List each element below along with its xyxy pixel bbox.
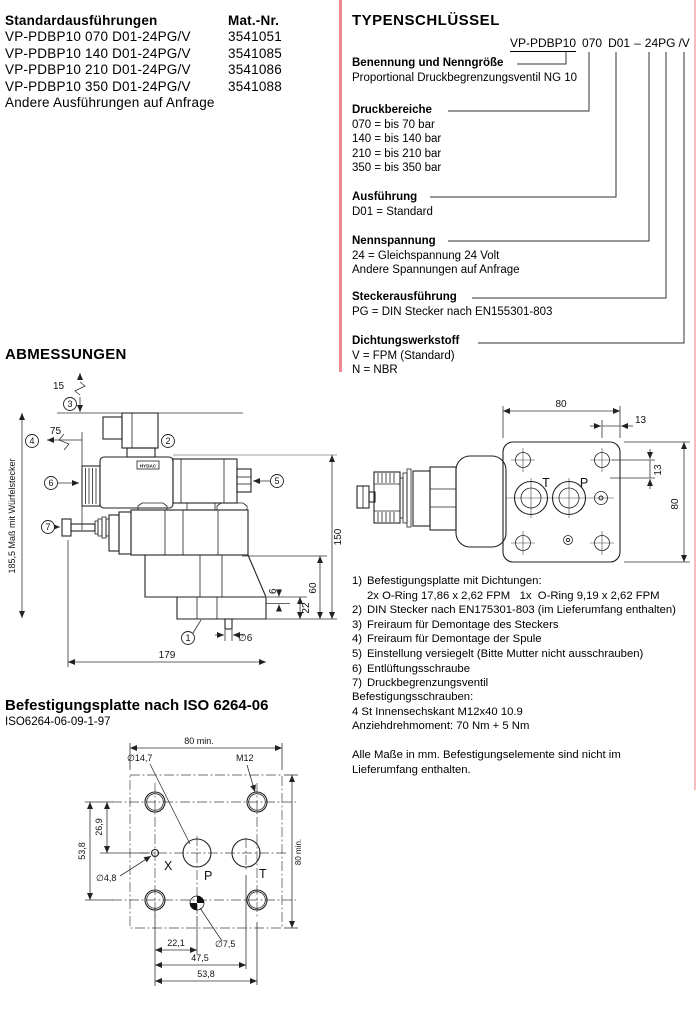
mounting-plate-drawing	[0, 730, 345, 1017]
dim-60: 60	[308, 582, 319, 594]
dim-m12: M12	[236, 753, 254, 763]
general-note	[352, 748, 697, 777]
callout-5: 5	[274, 476, 280, 487]
dim-538-bottom: 53,8	[197, 969, 215, 979]
dim-80min-top: 80 min.	[184, 736, 214, 746]
note-text: Druckbegrenzungsventil	[367, 677, 489, 690]
plate-dimensions	[77, 736, 303, 986]
brand-label: HYDAC	[139, 463, 157, 469]
section-line: Proportional Druckbegrenzungsventil NG 10	[352, 71, 578, 84]
dim-d48: ∅4,8	[96, 873, 117, 883]
port-t-label: T	[542, 476, 550, 490]
type-key-connector-lines	[0, 0, 700, 380]
height-note: 185,5 Maß mit Würfelstecker	[7, 458, 17, 574]
std-table-mat-header: Mat.-Nr.	[228, 13, 280, 28]
dim-13-right: 13	[653, 464, 664, 476]
callout-1: 1	[185, 633, 191, 644]
mounting-plate-subtitle: ISO6264-06-09-1-97	[5, 716, 111, 728]
dim-475: 47,5	[191, 953, 209, 963]
note-number: 3)	[352, 618, 363, 631]
callout-3: 3	[67, 399, 73, 410]
callout-4: 4	[29, 436, 35, 447]
note-number: 1)	[352, 575, 363, 587]
port-p-label: P	[204, 869, 213, 883]
callout-2: 2	[165, 436, 171, 447]
dim-d75: ∅7,5	[215, 939, 236, 949]
mat-nr: 3541051	[228, 29, 282, 45]
dim-80-top: 80	[555, 399, 567, 410]
mounting-plate-title: Befestigungsplatte nach ISO 6264-06	[5, 697, 269, 714]
side-view-drawing	[0, 365, 345, 670]
mat-nr: 3541088	[228, 78, 282, 94]
notes-list	[352, 574, 697, 691]
note-text: DIN Stecker nach EN175301-803 (im Lieferumfang enthalten)	[367, 604, 676, 617]
section-line: 210 = bis 210 bar	[352, 147, 442, 160]
dim-80-right: 80	[670, 498, 681, 510]
screws-spec: 4 St Innensechskant M12x40 10.9	[352, 705, 523, 718]
screws-torque: Anziehdrehmoment: 70 Nm + 5 Nm	[352, 720, 530, 733]
dim-15: 15	[53, 381, 65, 392]
section-heading: Dichtungswerkstoff	[352, 335, 460, 347]
code-pressure: 070	[582, 36, 603, 50]
dim-221: 22,1	[167, 938, 185, 948]
dim-d147: ∅14,7	[127, 753, 153, 763]
dim-22: 22	[301, 602, 312, 614]
plate-holes	[145, 792, 267, 910]
note-number: 6)	[352, 662, 363, 675]
note-text: Entlüftungsschraube	[367, 662, 470, 675]
section-line: N = NBR	[352, 364, 398, 376]
note-text: 2x O-Ring 17,86 x 2,62 FPM 1x O-Ring 9,19 x 2,62 FPM	[367, 589, 660, 602]
code-voltage-plug: 24PG	[644, 36, 676, 50]
code-separator: –	[634, 36, 641, 50]
type-code: VP-PDBP10 350 D01-24PG/V	[5, 78, 191, 94]
general-note-line: Lieferumfang enthalten.	[352, 763, 471, 776]
section-heading: Steckerausführung	[352, 291, 457, 303]
dim-d6: ∅6	[238, 633, 253, 644]
dim-179: 179	[158, 650, 176, 661]
std-table-title: Standardausführungen	[5, 13, 158, 28]
section-heading: Nennspannung	[352, 235, 436, 247]
valve-top-outline	[357, 442, 620, 562]
general-note-line: Alle Maße in mm. Befestigungselemente sind nicht im	[352, 749, 621, 761]
note-number: 2)	[352, 604, 363, 617]
table-footnote: Andere Ausführungen auf Anfrage	[5, 95, 215, 111]
type-code: VP-PDBP10 140 D01-24PG/V	[5, 45, 191, 61]
dim-80min-right: 80 min.	[294, 838, 303, 866]
port-x-label: X	[164, 859, 173, 873]
note-text: Einstellung versiegelt (Bitte Mutter nicht ausschrauben)	[367, 647, 644, 660]
section-line: V = FPM (Standard)	[352, 349, 455, 362]
section-line: 350 = bis 350 bar	[352, 162, 442, 174]
note-text: Freiraum für Demontage der Spule	[367, 633, 542, 646]
dim-13-top: 13	[635, 415, 647, 426]
section-line: 070 = bis 70 bar	[352, 118, 435, 131]
type-code: VP-PDBP10 070 D01-24PG/V	[5, 29, 191, 45]
dim-75: 75	[50, 426, 62, 437]
mat-nr: 3541086	[228, 62, 282, 78]
top-view-drawing	[345, 385, 700, 580]
code-design: D01	[608, 36, 631, 50]
section-line: D01 = Standard	[352, 205, 433, 218]
section-line: Andere Spannungen auf Anfrage	[352, 264, 520, 276]
mat-nr: 3541085	[228, 45, 282, 61]
code-seal: /V	[678, 36, 690, 50]
note-number: 4)	[352, 633, 363, 646]
port-t-label: T	[259, 867, 267, 881]
side-view-dimensions	[7, 373, 344, 667]
code-base: VP-PDBP10	[510, 36, 577, 50]
section-line: 140 = bis 140 bar	[352, 133, 442, 145]
note-text: Befestigungsplatte mit Dichtungen:	[367, 575, 542, 587]
section-line: PG = DIN Stecker nach EN155301-803	[352, 305, 553, 318]
dimensions-title: ABMESSUNGEN	[5, 346, 127, 363]
note-text: Freiraum für Demontage des Steckers	[367, 618, 559, 631]
type-code: VP-PDBP10 210 D01-24PG/V	[5, 62, 191, 78]
mounting-screws-note	[352, 690, 697, 734]
type-key-title: TYPENSCHLÜSSEL	[352, 12, 500, 29]
dim-150: 150	[333, 528, 344, 546]
section-line: 24 = Gleichspannung 24 Volt	[352, 249, 500, 262]
dim-269: 26,9	[94, 818, 104, 836]
ports-and-holes	[505, 448, 614, 555]
note-number: 7)	[352, 677, 363, 690]
side-view-callouts	[26, 398, 284, 645]
section-heading: Ausführung	[352, 191, 418, 203]
screws-title: Befestigungsschrauben:	[352, 691, 474, 703]
section-heading: Druckbereiche	[352, 104, 432, 116]
callout-7: 7	[45, 522, 51, 533]
note-number: 5)	[352, 647, 363, 660]
section-heading: Benennung und Nenngröße	[352, 57, 504, 69]
dim-538-left: 53,8	[77, 842, 87, 860]
callout-6: 6	[48, 478, 54, 489]
port-p-label: P	[579, 476, 589, 490]
dim-6: 6	[268, 588, 279, 594]
